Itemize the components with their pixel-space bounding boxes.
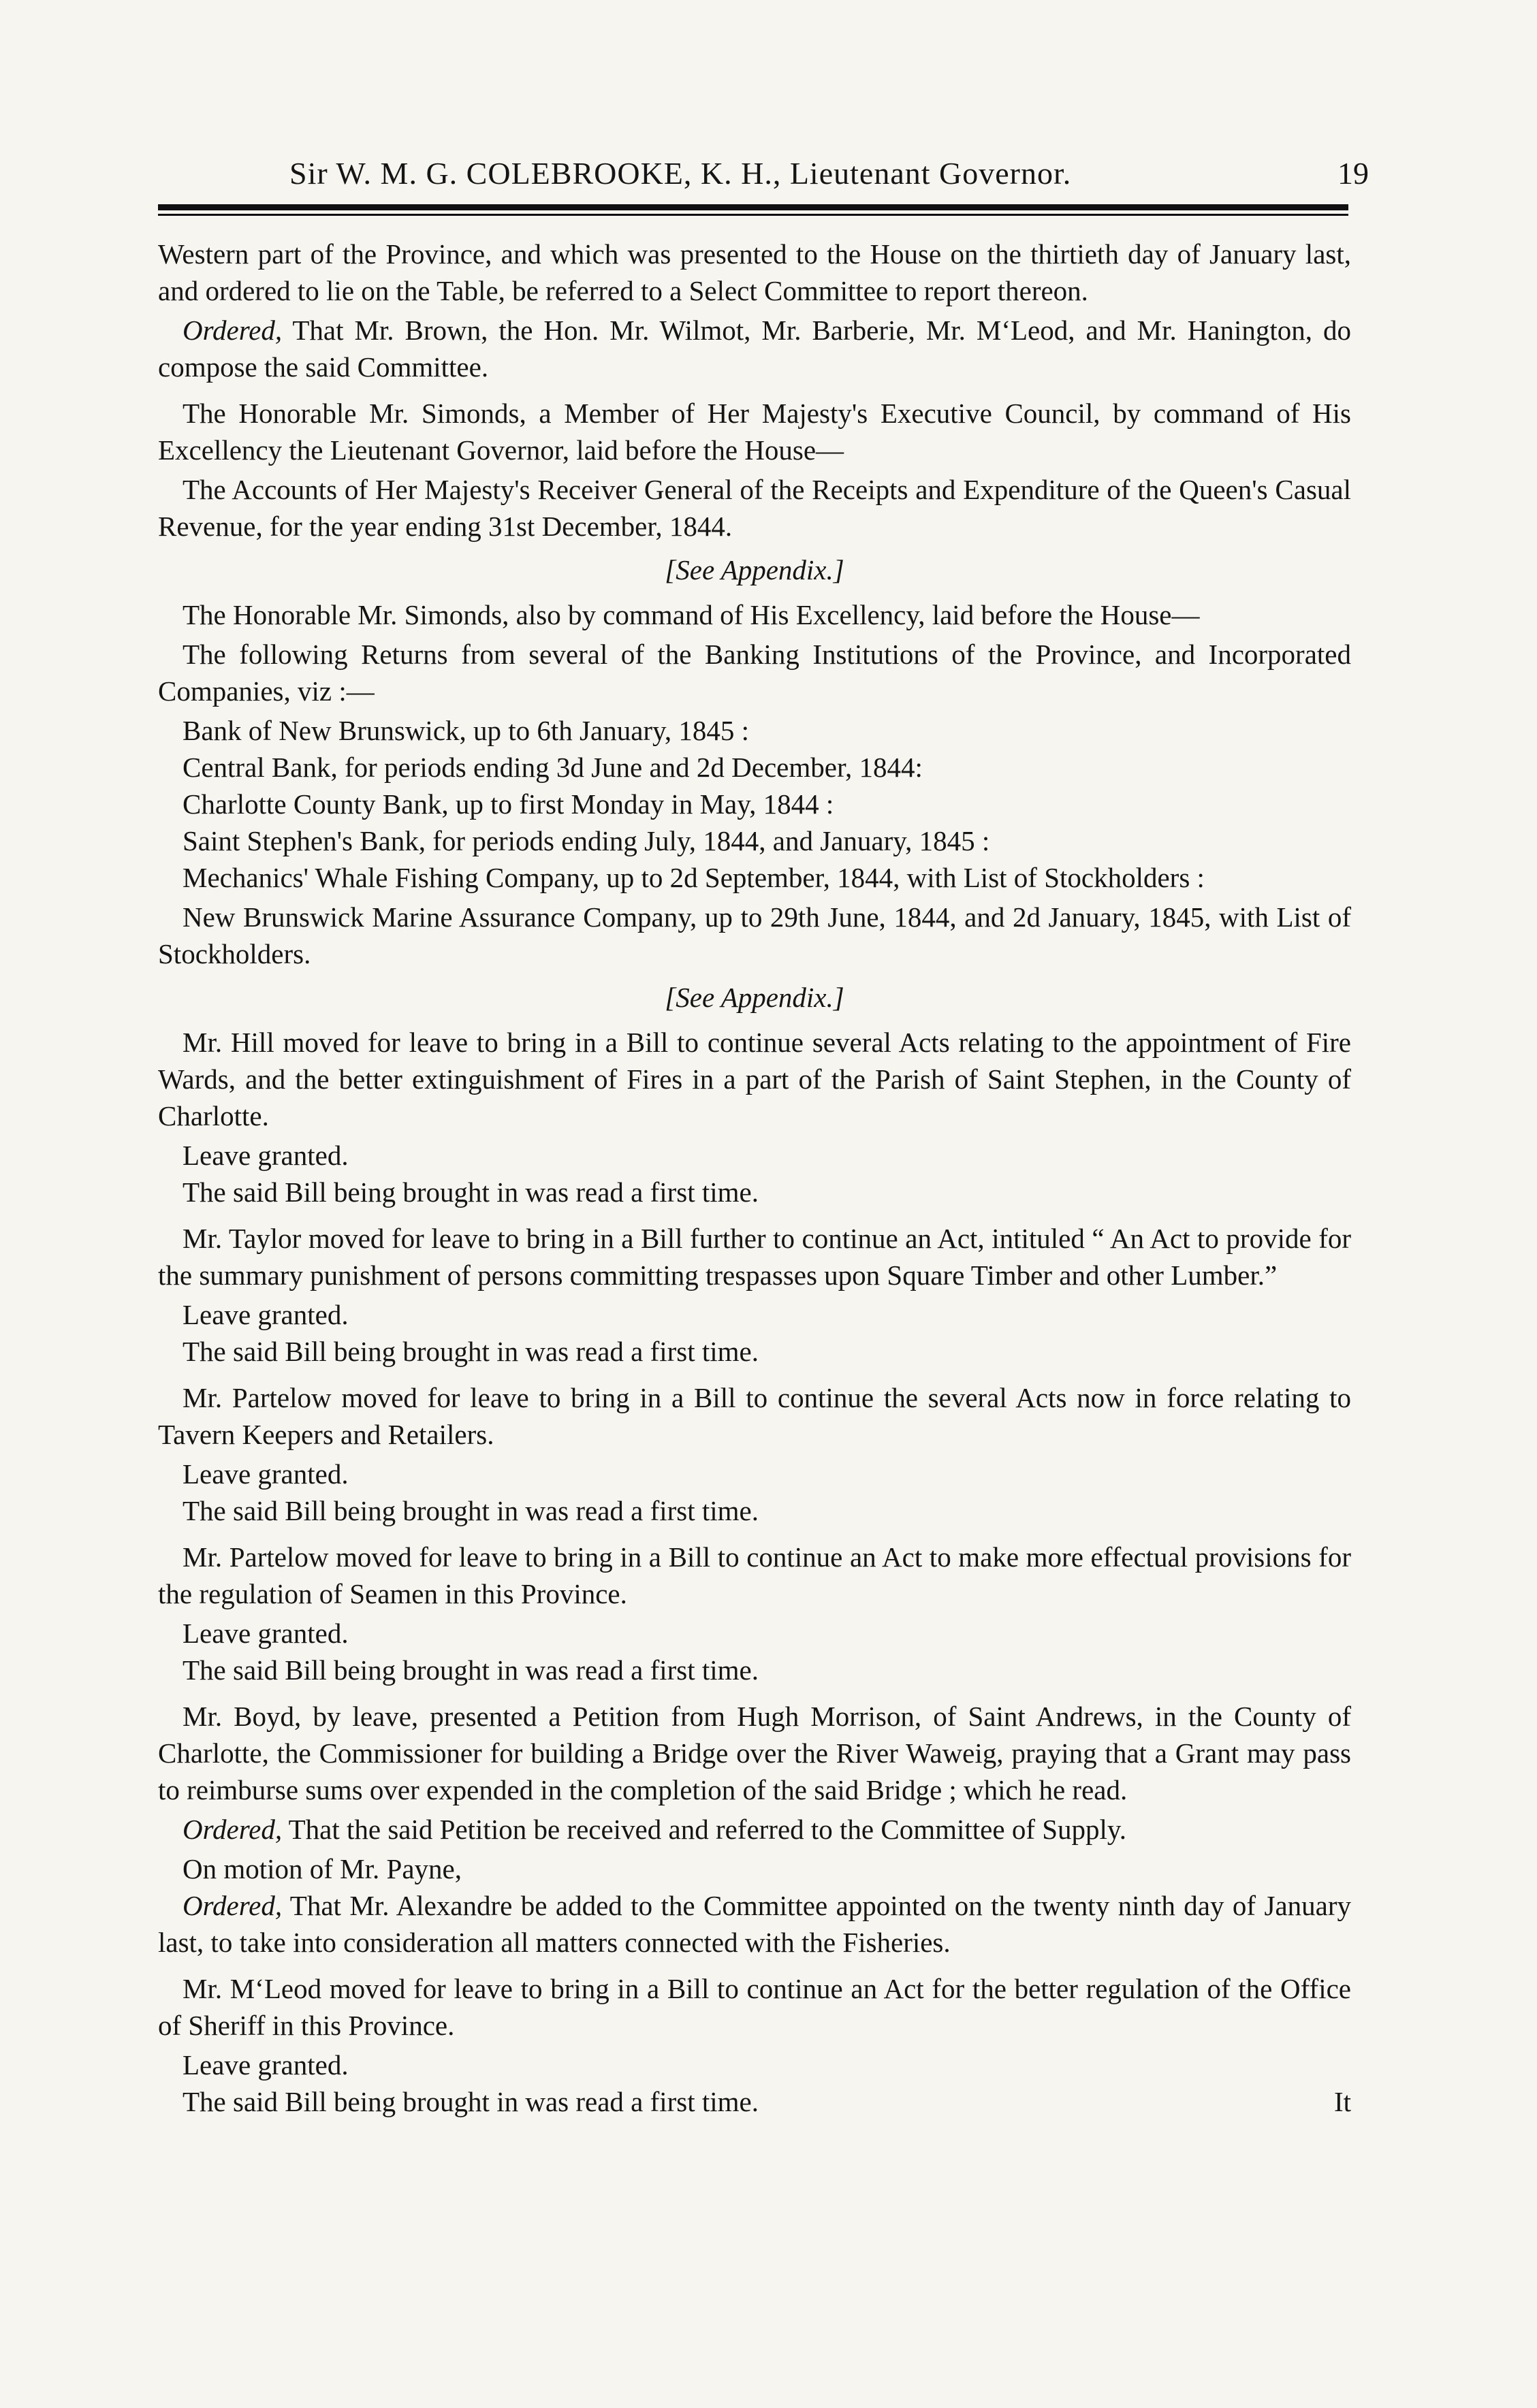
last-line: The said Bill being brought in was read a first time. It [158, 2083, 1351, 2120]
paragraph-line: The said Bill being brought in was read a first time. [183, 1176, 759, 1208]
paragraph: The Honorable Mr. Simonds, also by command of His Excellency, laid before the House— [183, 599, 1200, 630]
paragraph: Ordered, That Mr. Brown, the Hon. Mr. Wilmot, Mr. Barberie, Mr. M‘Leod, and Mr. Hanington, do compose the said Committee. [158, 315, 1351, 383]
header-rule-thick [158, 204, 1348, 210]
list-item: Charlotte County Bank, up to first Monday in May, 1844 : [183, 788, 834, 820]
paragraph: The following Returns from several of the Banking Institutions of the Province, and Incorporated Companies, viz :— [158, 639, 1351, 707]
header-rule-thin [158, 214, 1348, 216]
paragraph-line: The said Bill being brought in was read a first time. [183, 1495, 759, 1526]
paragraph-line: Leave granted. [183, 2049, 349, 2081]
appendix-note: [See Appendix.] [665, 982, 844, 1013]
catchword: It [1333, 2086, 1351, 2117]
paragraph-line: The said Bill being brought in was read a first time. [183, 1336, 759, 1367]
paragraph: Mr. Partelow moved for leave to bring in a Bill to continue the several Acts now in force relating to Tavern Keepers and Retailers. [158, 1382, 1351, 1450]
paragraph: The Honorable Mr. Simonds, a Member of Her Majesty's Executive Council, by command of His Excellency the Lieutenant Governor, laid before the House— [158, 398, 1351, 466]
list-item: Central Bank, for periods ending 3d June and 2d December, 1844: [183, 752, 923, 783]
paragraph-line: Leave granted. [183, 1618, 349, 1649]
list-item: Mechanics' Whale Fishing Company, up to 2d September, 1844, with List of Stockholders : [183, 862, 1205, 893]
paragraph: Mr. Partelow moved for leave to bring in a Bill to continue an Act to make more effectual provisions for the regulation of Seamen in this Province. [158, 1541, 1351, 1609]
appendix-note: [See Appendix.] [665, 554, 844, 585]
page-number: 19 [1337, 156, 1369, 191]
paragraph: Mr. Boyd, by leave, presented a Petition from Hugh Morrison, of Saint Andrews, in the County of Charlotte, the Commissioner for building a Bridge over the River Waweig, praying that a Grant may pass to reimburse sums over expended in the completion of the said Bridge ; which he read. [158, 1701, 1351, 1805]
paragraph-line: Leave granted. [183, 1458, 349, 1490]
list-item: Saint Stephen's Bank, for periods ending July, 1844, and January, 1845 : [183, 825, 990, 856]
paragraph: Mr. Hill moved for leave to bring in a Bill to continue several Acts relating to the appointment of Fire Wards, and the better extinguishment of Fires in a part of the Parish of Saint Stephen, in the County of Charlotte. [158, 1027, 1351, 1131]
paragraph-line: Leave granted. [183, 1299, 349, 1330]
page-header [157, 155, 1369, 196]
paragraph: Mr. Taylor moved for leave to bring in a Bill further to continue an Act, intituled “ An Act to provide for the summary punishment of persons committing trespasses upon Square Timber and other Lumber.” [158, 1223, 1351, 1291]
paragraph-line: Leave granted. [183, 1140, 349, 1171]
paragraph: The Accounts of Her Majesty's Receiver General of the Receipts and Expenditure of the Queen's Casual Revenue, for the year ending 31st December, 1844. [158, 474, 1351, 542]
running-title: Sir W. M. G. COLEBROOKE, K. H., Lieutenant Governor. [289, 156, 1072, 191]
paragraph-line: On motion of Mr. Payne, [183, 1853, 462, 1884]
list-item: New Brunswick Marine Assurance Company, up to 29th June, 1844, and 2d January, 1845, with List of Stockholders. [158, 901, 1351, 969]
list-item: Bank of New Brunswick, up to 6th January, 1845 : [183, 715, 750, 746]
paragraph: Ordered, That Mr. Alexandre be added to the Committee appointed on the twenty ninth day of January last, to take into consideration all matters connected with the Fisheries. [158, 1890, 1351, 1958]
paragraph-line: The said Bill being brought in was read a first time. [183, 1654, 759, 1686]
paragraph: Ordered, That the said Petition be received and referred to the Committee of Supply. [183, 1814, 1127, 1845]
page-body [158, 236, 1351, 2120]
paragraph: Western part of the Province, and which was presented to the House on the thirtieth day of January last, and ordered to lie on the Table, be referred to a Select Committee to report thereon. [158, 238, 1351, 306]
paragraph: Mr. M‘Leod moved for leave to bring in a Bill to continue an Act for the better regulation of the Office of Sheriff in this Province. [158, 1973, 1351, 2041]
